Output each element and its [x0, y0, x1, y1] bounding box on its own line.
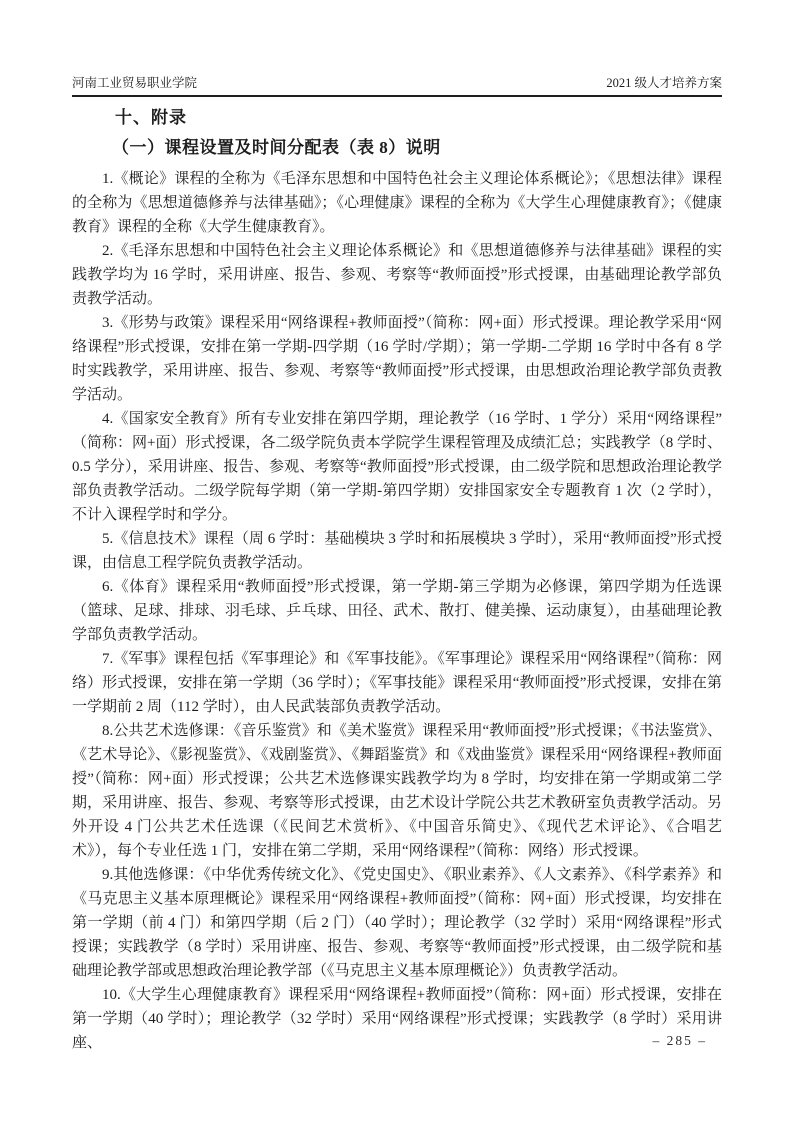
paragraph-4: 4.《国家安全教育》所有专业安排在第四学期，理论教学（16 学时、1 学分）采用“网络课程”（简称：网+面）形式授课，各二级学院负责本学院学生课程管理及成绩汇总；实践教学（8 学时、0.5 学分），采用讲座、报告、参观、考察等“教师面授”形式授课，由二级学院和思想政治理论教学部负责教学活动。二级学院每学期（第一学期-第四学期）安排国家安全专题教育 1 次（2 学时），不计入课程学时和学分。 [72, 411, 722, 523]
document-body [72, 101, 722, 1055]
header-school-name: 河南工业贸易职业学院 [72, 76, 198, 90]
header-doc-title: 2021 级人才培养方案 [606, 76, 722, 90]
page-footer [653, 1033, 708, 1049]
paragraph-6: 6.《体育》课程采用“教师面授”形式授课，第一学期-第三学期为必修课，第四学期为任选课（篮球、足球、排球、羽毛球、乒乓球、田径、武术、散打、健美操、运动康复），由基础理论教学部负责教学活动。 [72, 579, 722, 643]
paragraph-3: 3.《形势与政策》课程采用“网络课程+教师面授”（简称：网+面）形式授课。理论教学采用“网络课程”形式授课，安排在第一学期-四学期（16 学时/学期）；第一学期-二学期 16 学时中各有 8 学时实践教学，采用讲座、报告、参观、考察等“教师面授”形式授课，由思想政治理论教学部负责教学活动。 [72, 315, 722, 403]
paragraph-5: 5.《信息技术》课程（周 6 学时：基础模块 3 学时和拓展模块 3 学时），采用“教师面授”形式授课，由信息工程学院负责教学活动。 [72, 531, 722, 571]
page-header [72, 76, 722, 97]
page-number: – 285 – [652, 1033, 707, 1048]
paragraph-8: 8.公共艺术选修课：《音乐鉴赏》和《美术鉴赏》课程采用“教师面授”形式授课；《书法鉴赏》、《艺术导论》、《影视鉴赏》、《戏剧鉴赏》、《舞蹈鉴赏》和《戏曲鉴赏》课程采用“网络课程+教师面授”（简称：网+面）形式授课；公共艺术选修课实践教学均为 8 学时，均安排在第一学期或第二学期，采用讲座、报告、参观、考察等形式授课，由艺术设计学院公共艺术教研室负责教学活动。另外开设 4 门公共艺术任选课（《民间艺术赏析》、《中国音乐简史》、《现代艺术评论》、《合唱艺术》），每个专业任选 1 门，安排在第二学期，采用“网络课程”（简称：网络）形式授课。 [72, 723, 722, 859]
paragraph-10: 10.《大学生心理健康教育》课程采用“网络课程+教师面授”（简称：网+面）形式授课，安排在第一学期（40 学时）；理论教学（32 学时）采用“网络课程”形式授课；实践教学（8 学时）采用讲座、 [72, 987, 722, 1051]
subsection-title: （一）课程设置及时间分配表（表 8）说明 [112, 138, 441, 157]
section-title: 十、附录 [115, 108, 187, 127]
paragraph-7: 7.《军事》课程包括《军事理论》和《军事技能》。《军事理论》课程采用“网络课程”（简称：网络）形式授课，安排在第一学期（36 学时）；《军事技能》课程采用“教师面授”形式授课，安排在第一学期前 2 周（112 学时），由人民武装部负责教学活动。 [72, 651, 722, 715]
paragraph-1: 1.《概论》课程的全称为《毛泽东思想和中国特色社会主义理论体系概论》；《思想法律》课程的全称为《思想道德修养与法律基础》；《心理健康》课程的全称为《大学生心理健康教育》；《健康教育》课程的全称《大学生健康教育》。 [72, 171, 722, 235]
paragraph-9: 9.其他选修课：《中华优秀传统文化》、《党史国史》、《职业素养》、《人文素养》、《科学素养》和《马克思主义基本原理概论》课程采用“网络课程+教师面授”（简称：网+面）形式授课，均安排在第一学期（前 4 门）和第四学期（后 2 门）（40 学时）；理论教学（32 学时）采用“网络课程”形式授课；实践教学（8 学时）采用讲座、报告、参观、考察等“教师面授”形式授课，由二级学院和基础理论教学部或思想政治理论教学部（《马克思主义基本原理概论》）负责教学活动。 [72, 867, 722, 979]
paragraph-list [72, 167, 722, 1055]
paragraph-2: 2.《毛泽东思想和中国特色社会主义理论体系概论》和《思想道德修养与法律基础》课程的实践教学均为 16 学时，采用讲座、报告、参观、考察等“教师面授”形式授课，由基础理论教学部负责教学活动。 [72, 243, 722, 307]
